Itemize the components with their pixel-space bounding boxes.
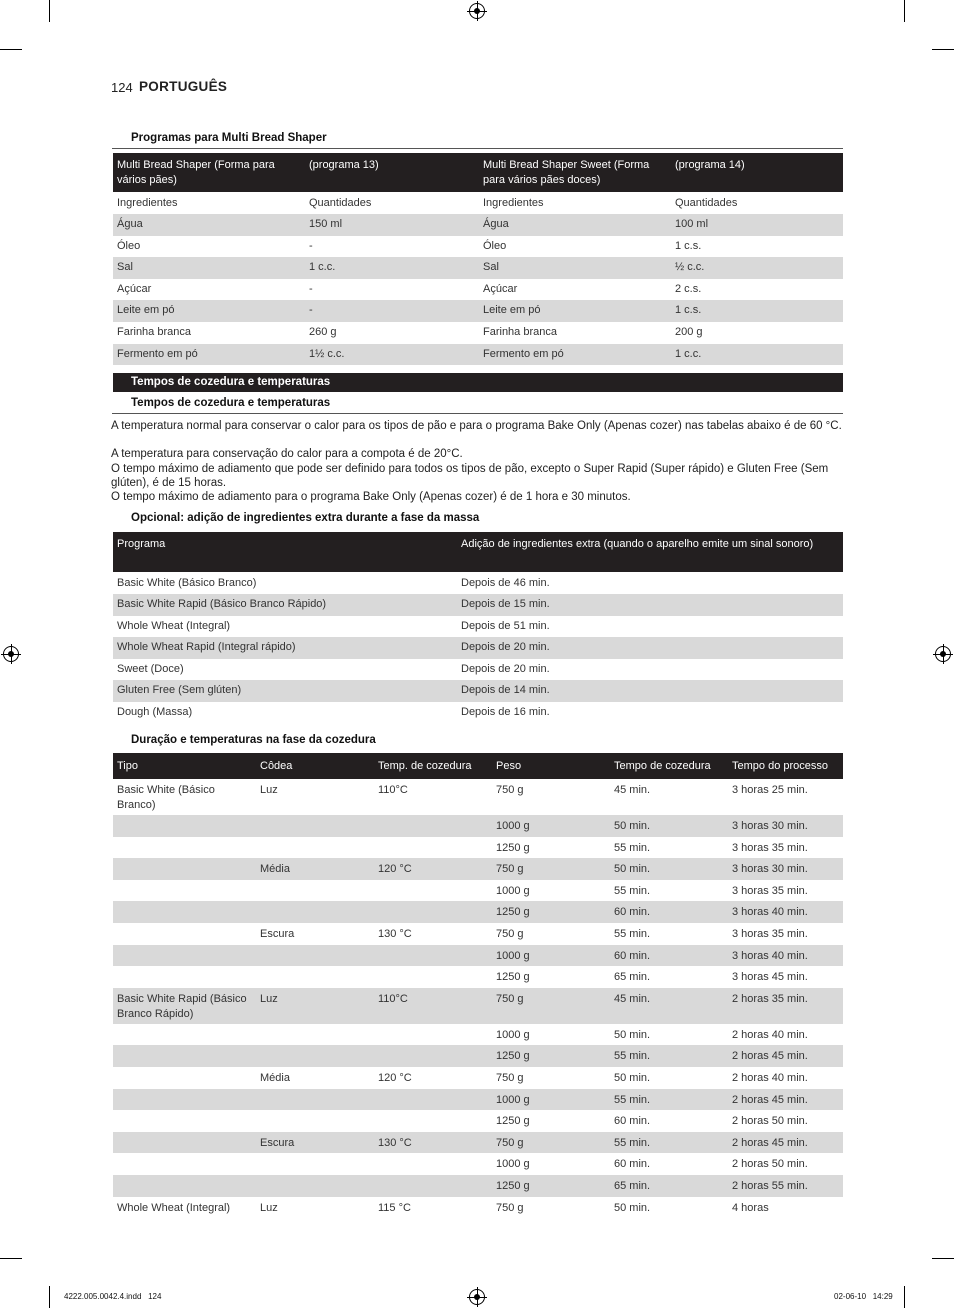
table-cell: 1250 g xyxy=(492,1045,610,1067)
table-cell: 200 g xyxy=(675,325,703,338)
table-cell: 45 min. xyxy=(614,784,651,796)
table-cell xyxy=(113,1089,256,1111)
page-number: 124 xyxy=(111,80,133,95)
table-cell: 150 ml xyxy=(305,214,479,236)
table-cell: Açúcar xyxy=(117,282,152,295)
table-cell: Basic White Rapid (Básico Branco Rápido) xyxy=(113,594,457,616)
table-cell: ½ c.c. xyxy=(671,257,843,279)
table-cell: 1250 g xyxy=(496,1115,530,1128)
table-cell: 50 min. xyxy=(614,1201,651,1214)
table-cell: Ingredientes xyxy=(117,197,178,209)
table-header-cell: Temp. de cozedura xyxy=(374,753,492,779)
table-row xyxy=(113,236,843,258)
table-cell: 120 °C xyxy=(378,1071,412,1084)
table-cell: Dough (Massa) xyxy=(117,705,193,718)
table-row xyxy=(113,1153,843,1175)
table-cell: 2 horas 45 min. xyxy=(728,1132,843,1154)
table-cell: Depois de 20 min. xyxy=(457,637,843,659)
table-cell: Água xyxy=(479,214,671,236)
table-cell: Escura xyxy=(256,1132,374,1154)
table-row xyxy=(113,637,843,659)
table-cell: 2 horas 50 min. xyxy=(732,1115,808,1128)
table-body xyxy=(113,192,843,365)
table-cell: 3 horas 35 min. xyxy=(732,841,808,854)
table-cell: Sal xyxy=(113,257,305,279)
table-row xyxy=(113,1132,843,1154)
table-cell xyxy=(256,1089,374,1111)
section-bar-title: Tempos de cozedura e temperaturas xyxy=(131,376,331,388)
table-cell xyxy=(113,1067,256,1089)
table-cell xyxy=(374,945,492,967)
table-cell xyxy=(113,1045,256,1067)
table-row xyxy=(113,901,843,923)
table-row xyxy=(113,837,843,859)
table-cell: Farinha branca xyxy=(117,325,191,338)
registration-mark-icon xyxy=(469,1289,485,1305)
table-cell: 2 horas 35 min. xyxy=(728,988,843,1024)
table-row xyxy=(113,1067,843,1089)
table-cell: 750 g xyxy=(496,927,524,940)
table-header-row xyxy=(113,753,843,779)
table-cell: 1250 g xyxy=(496,841,530,854)
table-cell: Média xyxy=(260,1071,290,1084)
table-row xyxy=(113,1110,843,1132)
table-cell: Sweet (Doce) xyxy=(117,662,184,675)
table-cell: Quantidades xyxy=(309,197,372,209)
page-language: PORTUGUÊS xyxy=(139,79,228,94)
table-cell xyxy=(256,1153,374,1175)
divider xyxy=(112,413,843,414)
footer-date: 02-06-10 14:29 xyxy=(834,1292,893,1301)
table-cell: 55 min. xyxy=(614,927,651,940)
table-header-cell: Tempo do processo xyxy=(728,753,843,779)
section-title-optional-ingredients: Opcional: adição de ingredientes extra durante a fase da massa xyxy=(131,512,480,524)
table-cell: - xyxy=(305,300,479,322)
registration-mark-icon xyxy=(3,646,19,662)
table-cell: 55 min. xyxy=(610,1132,728,1154)
paragraph: O tempo máximo de adiamento que pode ser definido para todos os tipos de pão, excepto o Super Rapid (Super rápido) e Gluten Free (Sem glúten), é de 15 horas. xyxy=(111,463,829,489)
table-cell: 1250 g xyxy=(492,1175,610,1197)
table-cell: 130 °C xyxy=(374,1132,492,1154)
table-cell xyxy=(374,1153,492,1175)
table-row xyxy=(113,880,843,902)
table-row xyxy=(113,279,843,301)
table-cell: 65 min. xyxy=(610,1175,728,1197)
table-cell: 1000 g xyxy=(496,1158,530,1171)
table-cell xyxy=(113,858,256,880)
table-cell: 60 min. xyxy=(610,945,728,967)
table-cell: 50 min. xyxy=(614,1028,651,1041)
table-cell: 2 horas 40 min. xyxy=(732,1071,808,1084)
table-cell: - xyxy=(309,239,313,252)
table-row xyxy=(113,594,843,616)
table-row xyxy=(113,702,843,724)
table-cell: 2 horas 55 min. xyxy=(728,1175,843,1197)
crop-mark xyxy=(904,1286,905,1308)
table-cell: Média xyxy=(256,858,374,880)
table-cell: Fermento em pó xyxy=(113,344,305,366)
table-cell: 4 horas xyxy=(732,1201,769,1214)
table-cell: 1 c.s. xyxy=(671,300,843,322)
table-header-cell: Peso xyxy=(492,753,610,779)
table-cell: 65 min. xyxy=(614,971,651,984)
table-cell xyxy=(256,837,374,859)
table-cell: Luz xyxy=(256,988,374,1024)
table-cell xyxy=(113,1132,256,1154)
table-header-cell: Programa xyxy=(113,532,457,572)
divider xyxy=(112,148,843,149)
table-cell: 3 horas 45 min. xyxy=(732,971,808,984)
table-cell: 3 horas 40 min. xyxy=(728,901,843,923)
table-cell: 110°C xyxy=(374,988,492,1024)
table-cell: Luz xyxy=(260,1201,278,1214)
multi-bread-shaper-table xyxy=(113,153,843,365)
crop-mark xyxy=(932,49,954,50)
table-cell: 50 min. xyxy=(614,1071,651,1084)
table-cell: 2 horas 40 min. xyxy=(732,1028,808,1041)
table-cell: 55 min. xyxy=(610,1045,728,1067)
table-cell: 3 horas 30 min. xyxy=(728,858,843,880)
table-cell: Basic White (Básico Branco) xyxy=(117,784,215,811)
section-bar-cooking-times xyxy=(113,373,843,392)
table-cell: 3 horas 40 min. xyxy=(728,945,843,967)
table-cell: 45 min. xyxy=(610,988,728,1024)
table-cell xyxy=(113,1024,256,1046)
table-cell: 55 min. xyxy=(614,841,651,854)
table-cell: 750 g xyxy=(492,1132,610,1154)
table-cell: 50 min. xyxy=(610,858,728,880)
table-cell: Depois de 14 min. xyxy=(457,680,843,702)
table-cell xyxy=(256,815,374,837)
table-cell: 2 horas 50 min. xyxy=(732,1158,808,1171)
table-cell xyxy=(113,1153,256,1175)
table-cell: Farinha branca xyxy=(483,325,557,338)
table-cell xyxy=(374,901,492,923)
table-cell: Escura xyxy=(260,927,295,940)
table-cell: Whole Wheat (Integral) xyxy=(117,619,231,632)
table-cell: 3 horas 25 min. xyxy=(732,784,808,796)
table-cell xyxy=(113,837,256,859)
table-cell xyxy=(374,837,492,859)
table-row xyxy=(113,1175,843,1197)
crop-mark xyxy=(49,1286,50,1308)
table-cell: Óleo xyxy=(483,239,507,252)
table-cell: 50 min. xyxy=(610,815,728,837)
table-cell xyxy=(256,1024,374,1046)
crop-mark xyxy=(0,49,22,50)
table-cell xyxy=(256,966,374,988)
registration-mark-icon xyxy=(469,3,485,19)
table-cell: 120 °C xyxy=(374,858,492,880)
table-row xyxy=(113,858,843,880)
table-cell: Óleo xyxy=(117,239,141,252)
crop-mark xyxy=(0,1258,22,1259)
table-cell xyxy=(374,1045,492,1067)
table-cell: Quantidades xyxy=(675,197,738,209)
table-cell xyxy=(256,1110,374,1132)
table-cell: 1000 g xyxy=(492,815,610,837)
table-header-row xyxy=(113,153,843,192)
table-row xyxy=(113,572,843,594)
table-row xyxy=(113,192,843,214)
table-row xyxy=(113,257,843,279)
table-cell: Fermento em pó xyxy=(479,344,671,366)
table-cell: 750 g xyxy=(496,784,524,796)
crop-mark xyxy=(904,0,905,22)
table-cell xyxy=(374,966,492,988)
table-cell xyxy=(374,1110,492,1132)
table-cell: 1 c.c. xyxy=(671,344,843,366)
table-cell xyxy=(374,880,492,902)
paragraph: A temperatura normal para conservar o calor para os tipos de pão e para o programa Bake Only (Apenas cozer) nas tabelas abaixo é de 60 °C. xyxy=(111,420,842,432)
table-cell xyxy=(256,1175,374,1197)
registration-mark-icon xyxy=(935,646,951,662)
table-cell xyxy=(113,880,256,902)
table-cell: 2 horas 45 min. xyxy=(728,1045,843,1067)
table-body xyxy=(113,572,843,724)
table-header-cell: (programa 13) xyxy=(305,153,479,192)
table-cell xyxy=(113,1110,256,1132)
table-cell: 115 °C xyxy=(378,1201,411,1214)
table-cell: 1 c.s. xyxy=(675,239,702,252)
table-cell: Basic White (Básico Branco) xyxy=(117,577,257,589)
table-cell: 260 g xyxy=(309,325,337,338)
table-cell xyxy=(256,880,374,902)
table-cell xyxy=(113,945,256,967)
table-cell: Whole Wheat Rapid (Integral rápido) xyxy=(113,637,457,659)
table-cell: Basic White Rapid (Básico Branco Rápido) xyxy=(113,988,256,1024)
table-row xyxy=(113,1089,843,1111)
table-cell: Depois de 16 min. xyxy=(461,705,550,718)
table-cell: Gluten Free (Sem glúten) xyxy=(113,680,457,702)
table-cell: 60 min. xyxy=(614,1158,651,1171)
table-cell xyxy=(256,945,374,967)
table-cell: 1 c.c. xyxy=(305,257,479,279)
section-title-cooking-times: Tempos de cozedura e temperaturas xyxy=(131,397,331,409)
table-cell: 55 min. xyxy=(610,1089,728,1111)
table-row xyxy=(113,945,843,967)
section-title-baking-duration: Duração e temperaturas na fase da cozedura xyxy=(131,734,376,746)
table-cell: 750 g xyxy=(496,1071,524,1084)
footer-file-info: 4222.005.0042.4.indd 124 xyxy=(64,1292,162,1301)
table-row xyxy=(113,966,843,988)
table-cell: 3 horas 35 min. xyxy=(732,884,808,897)
table-cell: 750 g xyxy=(496,1201,524,1214)
table-cell: 1000 g xyxy=(496,884,530,897)
table-row xyxy=(113,988,843,1024)
table-cell xyxy=(374,815,492,837)
table-row xyxy=(113,616,843,638)
table-cell: Depois de 46 min. xyxy=(461,577,550,589)
table-row xyxy=(113,779,843,815)
table-cell: 60 min. xyxy=(610,901,728,923)
table-cell: 3 horas 30 min. xyxy=(728,815,843,837)
table-cell: 1000 g xyxy=(492,1089,610,1111)
table-cell xyxy=(113,923,256,945)
baking-duration-table xyxy=(113,753,843,1233)
table-header-cell: Tipo xyxy=(113,753,256,779)
table-cell: Água xyxy=(113,214,305,236)
table-cell: Whole Wheat (Integral) xyxy=(117,1201,231,1214)
table-row xyxy=(113,680,843,702)
crop-mark xyxy=(932,1258,954,1259)
table-cell: Leite em pó xyxy=(113,300,305,322)
table-cell xyxy=(256,901,374,923)
extra-ingredients-table xyxy=(113,532,843,724)
table-row xyxy=(113,322,843,344)
table-row xyxy=(113,1024,843,1046)
crop-mark xyxy=(49,0,50,22)
table-cell: Ingredientes xyxy=(483,197,544,209)
table-cell: 3 horas 35 min. xyxy=(732,927,808,940)
table-cell: 750 g xyxy=(492,858,610,880)
table-cell xyxy=(374,1024,492,1046)
table-row xyxy=(113,659,843,681)
table-cell: Luz xyxy=(260,784,278,796)
table-row xyxy=(113,815,843,837)
table-cell: Sal xyxy=(479,257,671,279)
table-cell: 130 °C xyxy=(378,927,412,940)
table-row xyxy=(113,300,843,322)
table-header-cell: Côdea xyxy=(256,753,374,779)
table-cell: 1250 g xyxy=(492,901,610,923)
table-row xyxy=(113,214,843,236)
table-cell: 110°C xyxy=(378,784,408,796)
table-header-cell: Adição de ingredientes extra (quando o aparelho emite um sinal sonoro) xyxy=(457,532,843,572)
table-header-cell: Tempo de cozedura xyxy=(610,753,728,779)
table-header-cell: Multi Bread Shaper Sweet (Forma para vários pães doces) xyxy=(479,153,671,192)
table-cell xyxy=(113,815,256,837)
table-cell: 1000 g xyxy=(492,945,610,967)
table-cell: 1½ c.c. xyxy=(305,344,479,366)
table-cell: 2 c.s. xyxy=(675,282,702,295)
table-header-cell: (programa 14) xyxy=(671,153,843,192)
table-cell: 750 g xyxy=(492,988,610,1024)
table-cell: Depois de 51 min. xyxy=(461,619,550,632)
table-cell: 2 horas 45 min. xyxy=(728,1089,843,1111)
paragraph: A temperatura para conservação do calor para a compota é de 20°C. xyxy=(111,448,463,460)
table-cell: 100 ml xyxy=(671,214,843,236)
table-cell: Depois de 15 min. xyxy=(457,594,843,616)
table-cell: - xyxy=(309,282,313,295)
table-header-cell: Multi Bread Shaper (Forma para vários pães) xyxy=(113,153,305,192)
table-cell: 55 min. xyxy=(614,884,651,897)
paragraph: O tempo máximo de adiamento para o programa Bake Only (Apenas cozer) é de 1 hora e 30 minutos. xyxy=(111,491,631,503)
table-header-row xyxy=(113,532,843,572)
table-body xyxy=(113,779,843,1233)
table-cell xyxy=(113,1175,256,1197)
table-cell xyxy=(113,901,256,923)
table-cell: 1250 g xyxy=(496,971,530,984)
table-cell xyxy=(374,1089,492,1111)
table-cell: 60 min. xyxy=(614,1115,651,1128)
table-cell: Leite em pó xyxy=(479,300,671,322)
table-cell: 1000 g xyxy=(496,1028,530,1041)
table-cell xyxy=(374,1175,492,1197)
table-row xyxy=(113,923,843,945)
table-row xyxy=(113,1045,843,1067)
table-row xyxy=(113,1197,843,1233)
table-cell xyxy=(113,966,256,988)
section-title-multi-bread-shaper: Programas para Multi Bread Shaper xyxy=(131,132,327,144)
table-row xyxy=(113,344,843,366)
table-cell: Depois de 20 min. xyxy=(461,662,550,675)
table-cell: Açúcar xyxy=(483,282,518,295)
table-cell xyxy=(256,1045,374,1067)
